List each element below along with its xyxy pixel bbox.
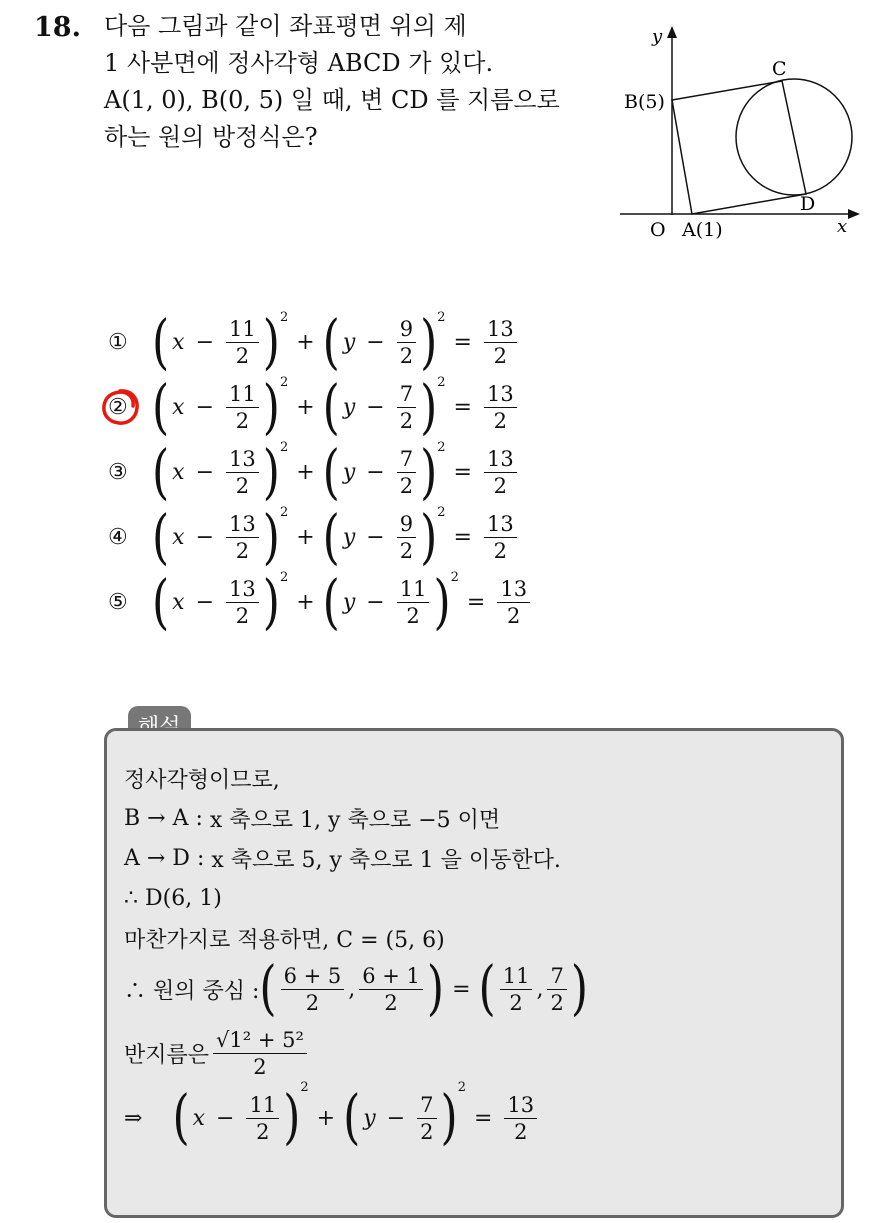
- choice-x-num: 13: [226, 511, 259, 538]
- choice-5[interactable]: ⑤ ( x − $\frac{13}{2}$ ) 2 + ( y − $\frac{11}{2}$ ) 2 = $\frac{13}{2}$: [108, 570, 534, 635]
- solution-line-4: ∴ D(6, 1): [124, 885, 222, 911]
- choice-x-num: 11: [226, 316, 259, 343]
- solution-line-8: ⇒ ( x − $\frac{11}{2}$ ) 2 + ( y − $\frac{7}{2}$ ) 2 = $\frac{13}{2}$: [124, 1086, 588, 1150]
- choice-3[interactable]: ③ ( x − $\frac{13}{2}$ ) 2 + ( y − $\frac{7}{2}$ ) 2 = $\frac{13}{2}$: [108, 440, 534, 505]
- solution-line-1: 정사각형이므로,: [124, 767, 280, 793]
- choice-number: ①: [108, 330, 128, 355]
- choice-1[interactable]: ① ( x − $\frac{11}{2}$ ) 2 + ( y − $\frac{9}{2}$ ) 2 = $\frac{13}{2}$: [108, 310, 534, 375]
- solution-line-3-text: x 축으로 5, y 축으로 1 을 이동한다.: [211, 847, 561, 873]
- final-a-den: 2: [256, 1119, 270, 1144]
- implies-symbol: ⇒: [124, 1105, 143, 1131]
- center-prefix: ∴ 원의 중심 :: [124, 978, 260, 1004]
- choice-number: ④: [108, 525, 128, 550]
- solution-line-3: [124, 838, 588, 878]
- point-b-label: B(5): [624, 91, 665, 113]
- solution-line-7: [124, 1020, 588, 1086]
- point-c-label: C: [772, 58, 787, 80]
- question-line-3: A(1, 0), B(0, 5) 일 때, 변 CD 를 지름으로: [104, 86, 560, 114]
- question-text: [104, 8, 594, 156]
- final-r: 13: [504, 1092, 537, 1119]
- solution-line-5: 마찬가지로 적용하면, C = (5, 6): [124, 927, 445, 953]
- radius-prefix: 반지름은: [124, 1042, 210, 1068]
- choice-r-num: 13: [484, 381, 517, 408]
- choice-number: ③: [108, 460, 128, 485]
- selected-mark-icon: [100, 387, 140, 427]
- solution-line-2-text: x 축으로 1, y 축으로 −5 이면: [209, 807, 501, 833]
- origin-label: O: [650, 219, 666, 241]
- final-b-den: 2: [420, 1119, 434, 1144]
- center-result-den-1: 2: [509, 990, 523, 1015]
- choice-2[interactable]: ② ( x − $\frac{11}{2}$ ) 2 + ( y − $\frac{7}{2}$ ) 2 = $\frac{13}{2}$: [108, 375, 534, 440]
- choice-4[interactable]: ④ ( x − $\frac{13}{2}$ ) 2 + ( y − $\frac{9}{2}$ ) 2 = $\frac{13}{2}$: [108, 505, 534, 570]
- choice-x-num: 11: [226, 381, 259, 408]
- solution-line-2-prefix: B → A :: [124, 805, 203, 831]
- choice-y-num: 11: [397, 576, 430, 603]
- choice-r-num: 13: [497, 576, 530, 603]
- choice-y-num: 7: [397, 381, 416, 408]
- x-axis-label: x: [837, 216, 848, 237]
- center-result-den-2: 2: [550, 990, 564, 1015]
- choice-x-num: 13: [226, 576, 259, 603]
- choice-number: ②: [108, 395, 128, 420]
- coordinate-figure: [610, 20, 870, 245]
- question-line-2: 1 사분면에 정사각형 ABCD 가 있다.: [104, 49, 494, 77]
- final-b: 7: [417, 1092, 436, 1119]
- solution-body: [124, 758, 588, 1150]
- center-num-2: 6 + 1: [359, 963, 423, 990]
- solution-line-6: ∴ 원의 중심 : ( $\frac{6 + 5}{2}$ , $\frac{6 + 1}{2}$ ) = ( $\frac{11}{2}$ , $\frac{7}{2}$ ): [124, 953, 588, 1023]
- center-result-1: 11: [500, 963, 533, 990]
- choice-r-num: 13: [484, 446, 517, 473]
- choice-r-num: 13: [484, 316, 517, 343]
- choice-y-num: 7: [397, 446, 416, 473]
- radius-den: 2: [253, 1054, 267, 1079]
- final-a: 11: [246, 1092, 279, 1119]
- center-den-2: 2: [384, 990, 398, 1015]
- center-den-1: 2: [305, 990, 320, 1015]
- point-d-label: D: [800, 193, 816, 215]
- question-line-1: 다음 그림과 같이 좌표평면 위의 제: [104, 12, 467, 40]
- point-a-label: A(1): [682, 219, 723, 241]
- final-r-den: 2: [514, 1119, 528, 1144]
- center-num-1: 6 + 5: [281, 963, 345, 990]
- choice-x-num: 13: [226, 446, 259, 473]
- question-number: 18.: [34, 12, 81, 43]
- solution-line-3-prefix: A → D :: [124, 845, 205, 871]
- y-axis-label: y: [652, 26, 663, 47]
- choice-number: ⑤: [108, 590, 128, 615]
- radius-num: √1² + 5²: [213, 1027, 307, 1054]
- choice-y-num: 9: [397, 316, 416, 343]
- solution-line-2: [124, 798, 588, 838]
- question-line-4: 하는 원의 방정식은?: [104, 123, 318, 151]
- choice-r-num: 13: [484, 511, 517, 538]
- choice-y-num: 9: [397, 511, 416, 538]
- answer-choices: [108, 307, 534, 637]
- center-result-2: 7: [547, 963, 566, 990]
